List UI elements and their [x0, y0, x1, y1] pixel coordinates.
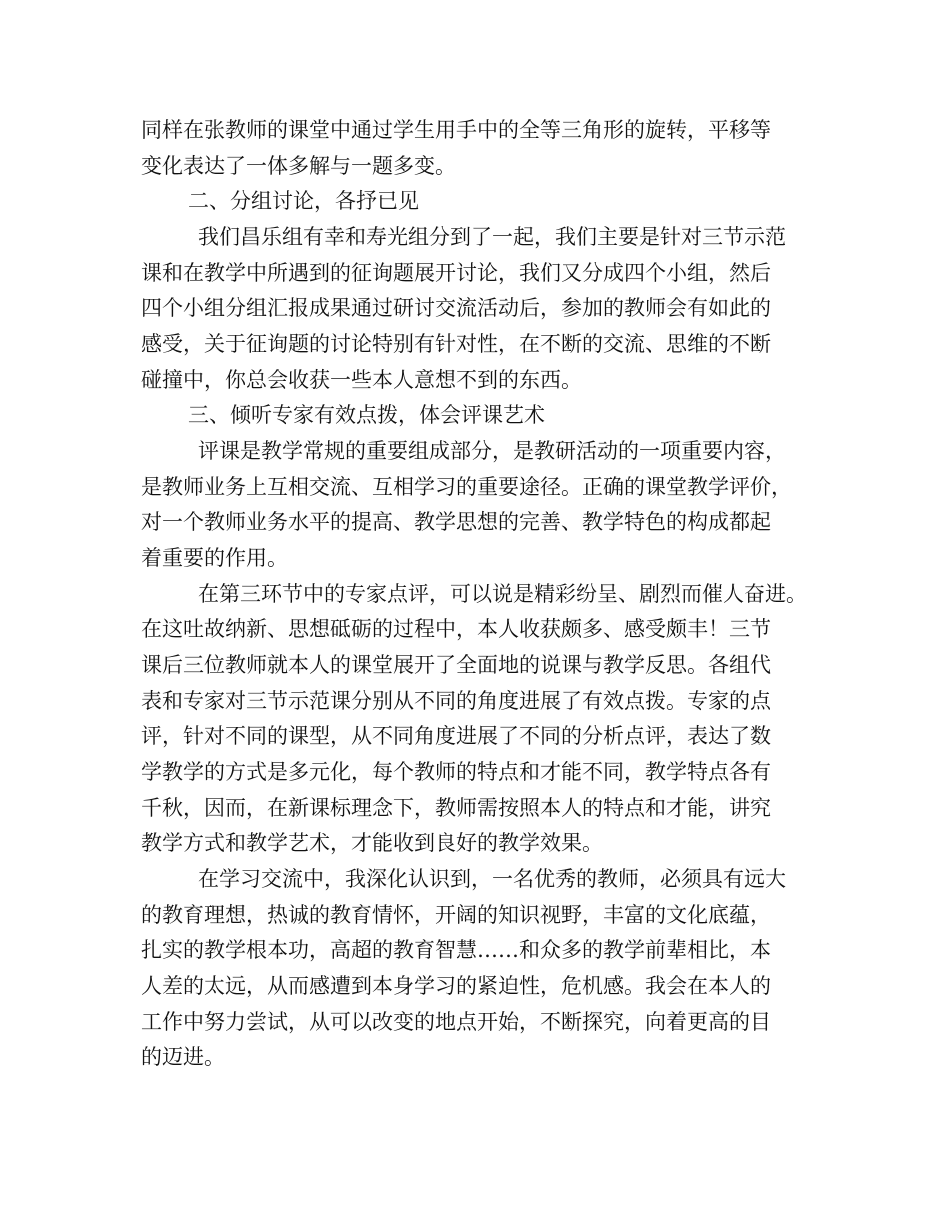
section-heading: 三、倾听专家有效点拨，体会评课艺术	[188, 403, 545, 427]
text-line: 同样在张教师的课堂中通过学生用手中的全等三角形的旋转，平移等	[141, 118, 771, 142]
text-line: 变化表达了一体多解与一题多变。	[141, 154, 456, 178]
text-line: 在这吐故纳新、思想砥砺的过程中，本人收获颇多、感受颇丰！三节	[141, 617, 771, 641]
text-line: 表和专家对三节示范课分别从不同的角度进展了有效点拨。专家的点	[141, 689, 771, 713]
section-heading: 二、分组讨论，各抒已见	[188, 189, 419, 213]
text-line: 四个小组分组汇报成果通过研讨交流活动后，参加的教师会有如此的	[141, 296, 771, 320]
text-line: 感受，关于征询题的讨论特别有针对性，在不断的交流、思维的不断	[141, 332, 771, 356]
text-line: 的迈进。	[141, 1045, 225, 1069]
text-line: 在第三环节中的专家点评，可以说是精彩纷呈、剧烈而催人奋进。	[198, 582, 807, 606]
text-line: 我们昌乐组有幸和寿光组分到了一起，我们主要是针对三节示范	[198, 225, 786, 249]
text-line: 评课是教学常规的重要组成部分，是教研活动的一项重要内容，	[198, 439, 786, 463]
text-line: 评，针对不同的课型，从不同角度进展了不同的分析点评，表达了数	[141, 724, 771, 748]
text-line: 课后三位教师就本人的课堂展开了全面地的说课与教学反思。各组代	[141, 653, 771, 677]
text-line: 在学习交流中，我深化认识到，一名优秀的教师，必须具有远大	[198, 867, 786, 891]
text-line: 着重要的作用。	[141, 546, 288, 570]
text-line: 对一个教师业务水平的提高、教学思想的完善、教学特色的构成都起	[141, 510, 771, 534]
text-line: 的教育理想，热诚的教育情怀，开阔的知识视野，丰富的文化底蕴，	[141, 903, 771, 927]
text-line: 是教师业务上互相交流、互相学习的重要途径。正确的课堂教学评价，	[141, 475, 792, 499]
text-line: 工作中努力尝试，从可以改变的地点开始，不断探究，向着更高的目	[141, 1010, 771, 1034]
text-line: 人差的太远，从而感遭到本身学习的紧迫性，危机感。我会在本人的	[141, 974, 771, 998]
text-line: 扎实的教学根本功，高超的教育智慧……和众多的教学前辈相比，本	[141, 938, 771, 962]
text-line: 千秋，因而，在新课标理念下，教师需按照本人的特点和才能，讲究	[141, 796, 771, 820]
text-line: 教学方式和教学艺术，才能收到良好的教学效果。	[141, 831, 603, 855]
text-line: 课和在教学中所遇到的征询题展开讨论，我们又分成四个小组，然后	[141, 261, 771, 285]
text-line: 碰撞中，你总会收获一些本人意想不到的东西。	[141, 368, 582, 392]
text-line: 学教学的方式是多元化，每个教师的特点和才能不同，教学特点各有	[141, 760, 771, 784]
